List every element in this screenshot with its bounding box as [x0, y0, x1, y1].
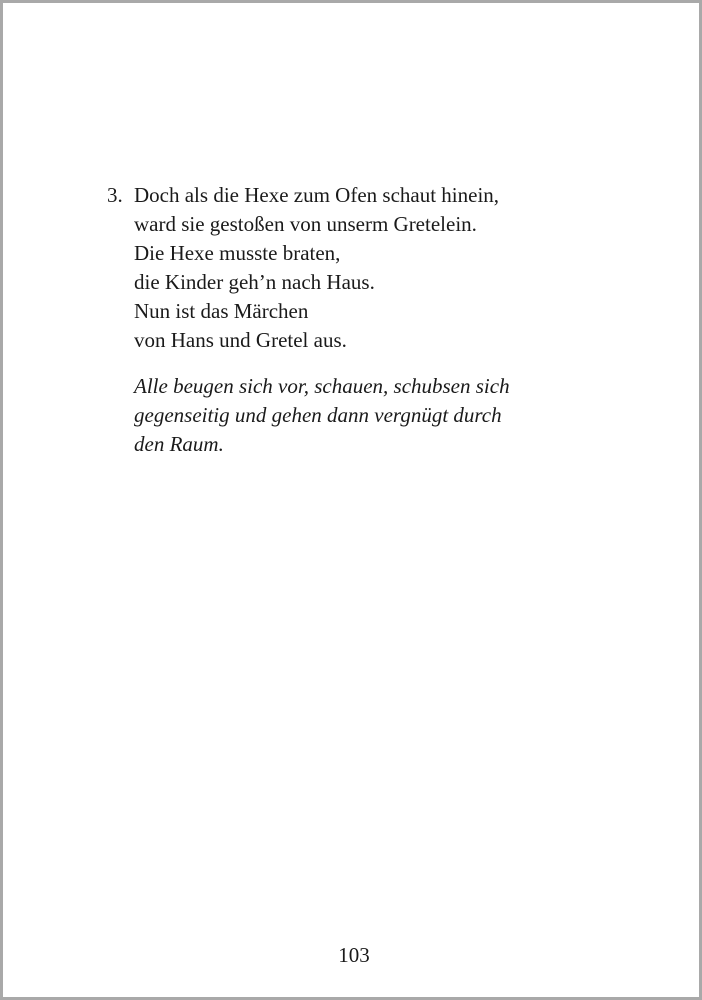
stage-direction — [134, 372, 574, 459]
verse-line: die Kinder geh’n nach Haus. — [134, 270, 375, 294]
verse-number: 3. — [107, 183, 123, 207]
verse-line: Doch als die Hexe zum Ofen schaut hinein, — [134, 183, 500, 207]
stage-direction-line: gegenseitig und gehen dann vergnügt durch — [134, 403, 502, 427]
page-number: 103 — [338, 943, 370, 967]
verse-lines — [134, 181, 577, 355]
verse-stanza-3 — [107, 181, 577, 355]
stage-direction-line: den Raum. — [134, 432, 224, 456]
verse-line: Die Hexe musste braten, — [134, 241, 341, 265]
verse-line: von Hans und Gretel aus. — [134, 328, 347, 352]
verse-line: Nun ist das Märchen — [134, 299, 309, 323]
verse-line: ward sie gestoßen von unserm Gretelein. — [134, 212, 477, 236]
stage-direction-line: Alle beugen sich vor, schauen, schubsen sich — [134, 374, 510, 398]
